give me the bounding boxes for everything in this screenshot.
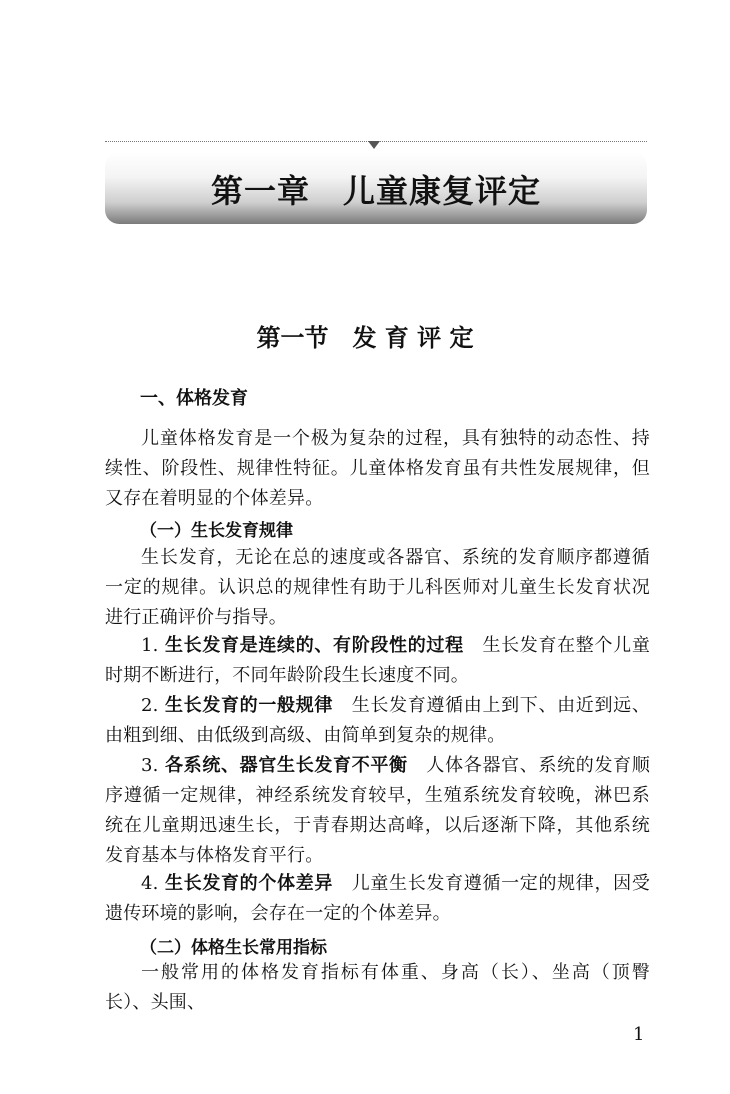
item-number: 2. xyxy=(141,695,159,716)
item-title: 生长发育的一般规律 xyxy=(164,695,334,716)
item-number: 4. xyxy=(141,873,159,894)
growth-rules-paragraph: 生长发育，无论在总的速度或各器官、系统的发育顺序都遵循一定的规律。认识总的规律性有助于儿科医师对儿童生长发育状况进行正确评价与指导。 xyxy=(105,547,650,628)
chapter-title: 第一章 儿童康复评定 xyxy=(210,172,541,210)
intro-paragraph: 儿童体格发育是一个极为复杂的过程，具有独特的动态性、持续性、阶段性、规律性特征。儿童体格发育虽有共性发展规律，但又存在着明显的个体差异。 xyxy=(105,428,650,509)
item-text: 儿童生长发育遵循一定的规律，因受遗传环境的影响，会存在一定的个体差异。 xyxy=(105,873,651,924)
heading-physical-development: 一、体格发育 xyxy=(140,388,248,409)
subheading-growth-rules: （一）生长发育规律 xyxy=(140,521,293,541)
item-title: 各系统、器官生长发育不平衡 xyxy=(164,755,408,776)
item-text: 生长发育在整个儿童时期不断进行，不同年龄阶段生长速度不同。 xyxy=(105,635,651,686)
triangle-marker-icon xyxy=(368,141,380,149)
list-item-4 xyxy=(105,869,650,929)
item-number: 1. xyxy=(141,635,159,656)
list-item-2 xyxy=(105,691,650,751)
item-title: 生长发育是连续的、有阶段性的过程 xyxy=(164,635,464,656)
item-text: 生长发育遵循由上到下、由近到远、由粗到细、由低级到高级、由简单到复杂的规律。 xyxy=(105,695,651,746)
section-title: 第一节 发 育 评 定 xyxy=(256,323,474,352)
page-number: 1 xyxy=(633,1024,645,1045)
item-title: 生长发育的个体差异 xyxy=(164,873,334,894)
list-item-1 xyxy=(105,631,650,691)
list-item-3 xyxy=(105,751,650,871)
growth-indicators-paragraph: 一般常用的体格发育指标有体重、身高（长）、坐高（顶臀长）、头围、 xyxy=(105,962,650,1013)
subheading-growth-indicators: （二）体格生长常用指标 xyxy=(140,938,327,958)
item-number: 3. xyxy=(141,755,159,776)
item-text: 人体各器官、系统的发育顺序遵循一定规律，神经系统发育较早，生殖系统发育较晚，淋巴系统在儿童期迅速生长，于青春期达高峰，以后逐渐下降，其他系统发育基本与体格发育平行。 xyxy=(105,755,651,866)
